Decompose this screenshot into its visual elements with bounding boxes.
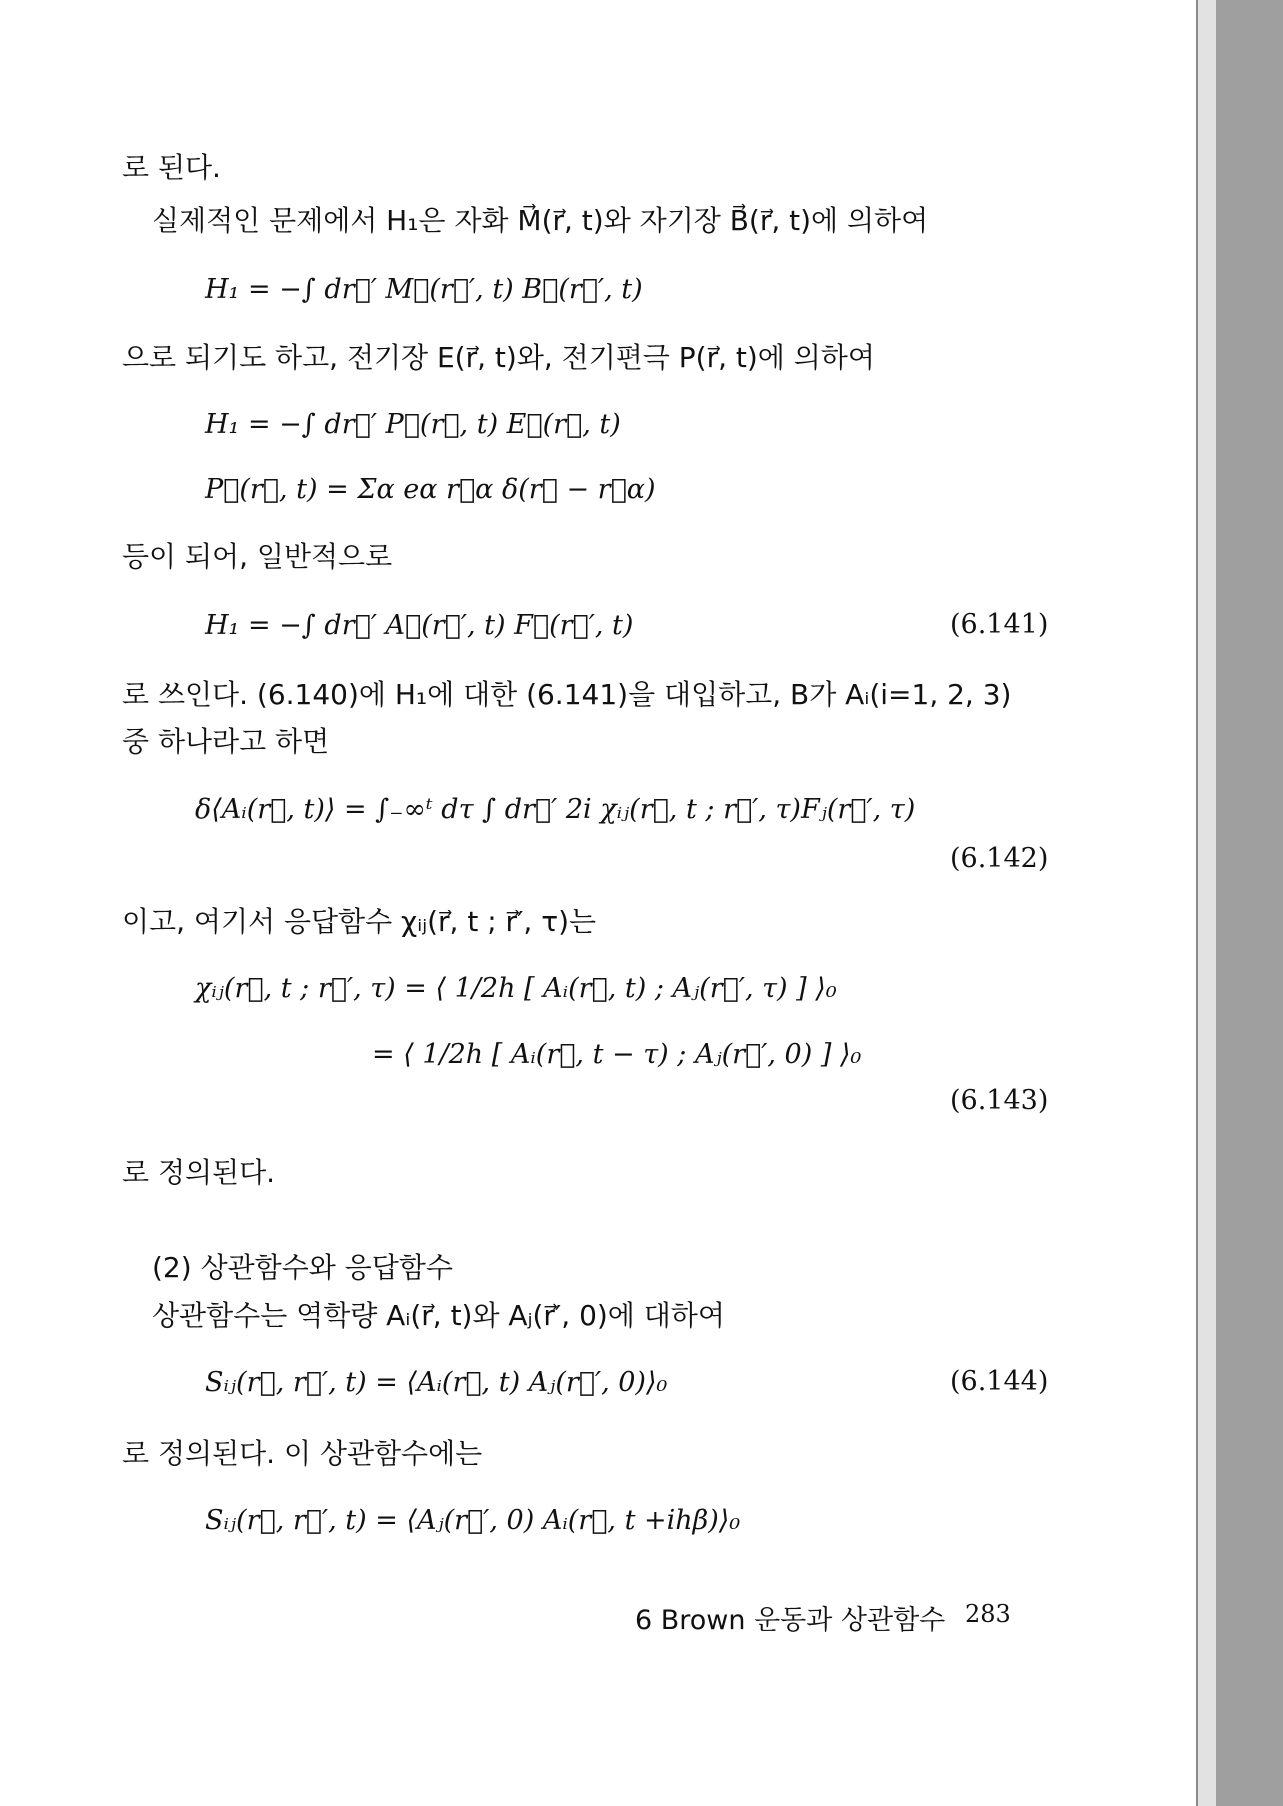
text-line: 로 정의된다. [122, 1156, 276, 1189]
text-line: 로 쓰인다. (6.140)에 H₁에 대한 (6.141)을 대입하고, B가 Aᵢ(i=1, 2, 3) [122, 678, 1012, 711]
book-edge-shadow [1216, 0, 1283, 1806]
chapter-title: 6 Brown 운동과 상관함수 [635, 1605, 946, 1636]
text-line: 로 정의된다. 이 상관함수에는 [122, 1437, 483, 1470]
equation: = ⟨ 1/2h [ Aᵢ(r⃗, t − τ) ; Aⱼ(r⃗′, 0) ] ⟩₀ [372, 1039, 862, 1070]
text-line: 등이 되어, 일반적으로 [122, 540, 393, 573]
equation: H₁ = −∫ dr⃗′ A⃗(r⃗′, t) F⃗(r⃗′, t) [205, 610, 634, 641]
text-line: 실제적인 문제에서 H₁은 자화 M⃗(r⃗, t)와 자기장 B⃗(r⃗, t)에 의하여 [152, 204, 929, 237]
text-line: 상관함수는 역학량 Aᵢ(r⃗, t)와 Aⱼ(r⃗′, 0)에 대하여 [152, 1299, 725, 1332]
equation: δ⟨Aᵢ(r⃗, t)⟩ = ∫₋∞ᵗ dτ ∫ dr⃗′ 2i χᵢⱼ(r⃗, t ; r⃗′, τ)Fⱼ(r⃗′, τ) [195, 794, 916, 825]
equation-number: (6.141) [950, 609, 1049, 640]
equation: Sᵢⱼ(r⃗, r⃗′, t) = ⟨Aⱼ(r⃗′, 0) Aᵢ(r⃗, t +ihβ)⟩₀ [205, 1505, 741, 1536]
text-line: 중 하나라고 하면 [122, 725, 330, 758]
page-number: 283 [965, 1600, 1011, 1628]
equation: H₁ = −∫ dr⃗′ P⃗(r⃗, t) E⃗(r⃗, t) [205, 409, 621, 440]
equation: Sᵢⱼ(r⃗, r⃗′, t) = ⟨Aᵢ(r⃗, t) Aⱼ(r⃗′, 0)⟩₀ [205, 1367, 668, 1398]
text-line: 로 된다. [122, 151, 221, 184]
running-footer [635, 1598, 945, 1637]
text-line: 으로 되기도 하고, 전기장 E(r⃗, t)와, 전기편극 P(r⃗, t)에 의하여 [122, 341, 875, 374]
equation-number: (6.142) [950, 843, 1049, 874]
equation: P⃗(r⃗, t) = Σα eα r⃗α δ(r⃗ − r⃗α) [205, 474, 656, 505]
equation-number: (6.143) [950, 1085, 1049, 1116]
text-line: 이고, 여기서 응답함수 χᵢⱼ(r⃗, t ; r⃗′, τ)는 [122, 905, 597, 938]
page-edge [1196, 0, 1218, 1806]
equation-number: (6.144) [950, 1366, 1049, 1397]
equation: χᵢⱼ(r⃗, t ; r⃗′, τ) = ⟨ 1/2h [ Aᵢ(r⃗, t) ; Aⱼ(r⃗′, τ) ] ⟩₀ [195, 973, 837, 1004]
section-heading: (2) 상관함수와 응답함수 [152, 1251, 453, 1284]
equation: H₁ = −∫ dr⃗′ M⃗(r⃗′, t) B⃗(r⃗′, t) [205, 274, 643, 305]
